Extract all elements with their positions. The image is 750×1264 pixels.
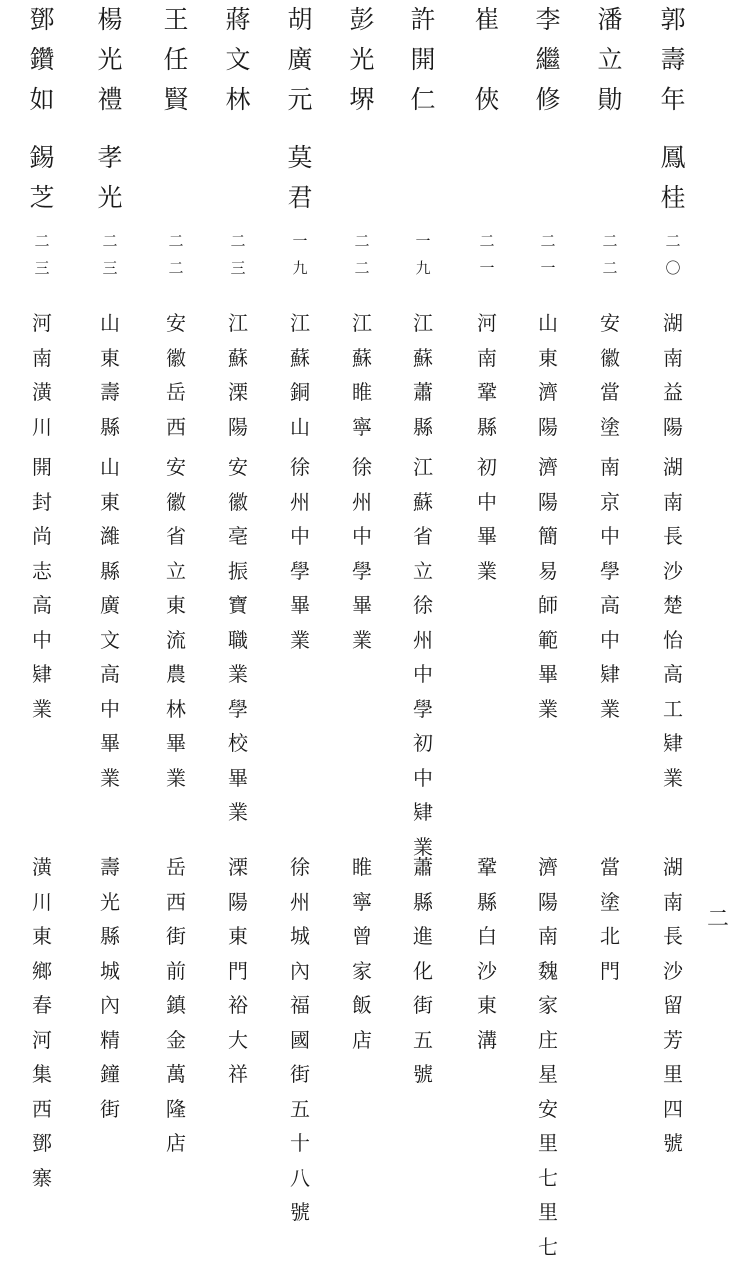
address-cell: 潢 川 東 鄉 春 河 集 西 鄧 寨 <box>32 855 52 1190</box>
origin-cell: 江 蘇 睢 寧 <box>352 311 372 439</box>
address-cell: 徐 州 城 內 福 國 街 五 十 八 號 <box>290 855 310 1224</box>
address-cell: 濟 陽 南 魏 家 庄 星 安 里 七 里 七 <box>538 855 558 1259</box>
age-cell: 二 三 <box>102 232 118 277</box>
alias-cell: 孝 光 <box>97 143 123 212</box>
address-cell: 鞏 縣 白 沙 東 溝 <box>477 855 497 1052</box>
alias-cell: 鳳 桂 <box>660 143 686 212</box>
name-cell: 潘 立 勛 <box>597 5 623 114</box>
name-cell: 王 任 賢 <box>163 5 189 114</box>
school-cell: 江 蘇 省 立 徐 州 中 學 初 中 肄 業 <box>413 455 433 859</box>
age-cell: 二 二 <box>168 232 184 277</box>
school-cell: 湖 南 長 沙 楚 怡 高 工 肄 業 <box>663 455 683 790</box>
school-cell: 山 東 濰 縣 廣 文 高 中 畢 業 <box>100 455 120 790</box>
address-cell: 當 塗 北 門 <box>600 855 620 983</box>
name-cell: 許 開 仁 <box>410 5 436 114</box>
school-cell: 濟 陽 簡 易 師 範 畢 業 <box>538 455 558 721</box>
origin-cell: 安 徽 岳 西 <box>166 311 186 439</box>
address-cell: 岳 西 街 前 鎮 金 萬 隆 店 <box>166 855 186 1155</box>
origin-cell: 湖 南 益 陽 <box>663 311 683 439</box>
name-cell: 蔣 文 林 <box>225 5 251 114</box>
age-cell: 二 一 <box>479 232 495 277</box>
name-cell: 李 繼 修 <box>535 5 561 114</box>
school-cell: 開 封 尚 志 高 中 肄 業 <box>32 455 52 721</box>
school-cell: 徐 州 中 學 畢 業 <box>352 455 372 652</box>
school-cell: 南 京 中 學 高 中 肄 業 <box>600 455 620 721</box>
age-cell: 二 〇 <box>665 232 681 277</box>
age-cell: 一 九 <box>292 232 308 277</box>
origin-cell: 安 徽 當 塗 <box>600 311 620 439</box>
name-cell: 郭 壽 年 <box>660 5 686 114</box>
address-cell: 蕭 縣 進 化 街 五 號 <box>413 855 433 1086</box>
origin-cell: 江 蘇 溧 陽 <box>228 311 248 439</box>
address-cell: 壽 光 縣 城 內 精 鐘 街 <box>100 855 120 1121</box>
address-cell: 湖 南 長 沙 留 芳 里 四 號 <box>663 855 683 1155</box>
school-cell: 徐 州 中 學 畢 業 <box>290 455 310 652</box>
origin-cell: 河 南 鞏 縣 <box>477 311 497 439</box>
name-cell: 楊 光 禮 <box>97 5 123 114</box>
page-number: 二 <box>706 907 729 932</box>
name-cell: 胡 廣 元 <box>287 5 313 114</box>
alias-cell: 錫 芝 <box>29 143 55 212</box>
age-cell: 二 三 <box>34 232 50 277</box>
age-cell: 二 三 <box>230 232 246 277</box>
origin-cell: 山 東 濟 陽 <box>538 311 558 439</box>
school-cell: 初 中 畢 業 <box>477 455 497 583</box>
age-cell: 二 一 <box>540 232 556 277</box>
name-cell: 鄧 鑽 如 <box>29 5 55 114</box>
school-cell: 安 徽 亳 振 寶 職 業 學 校 畢 業 <box>228 455 248 824</box>
name-cell: 彭 光 堺 <box>349 5 375 114</box>
age-cell: 二 二 <box>602 232 618 277</box>
age-cell: 一 九 <box>415 232 431 277</box>
alias-cell: 莫 君 <box>287 143 313 212</box>
school-cell: 安 徽 省 立 東 流 農 林 畢 業 <box>166 455 186 790</box>
origin-cell: 山 東 壽 縣 <box>100 311 120 439</box>
name-cell: 崔 俠 <box>474 5 500 114</box>
age-cell: 二 二 <box>354 232 370 277</box>
origin-cell: 江 蘇 銅 山 <box>290 311 310 439</box>
address-cell: 睢 寧 曾 家 飯 店 <box>352 855 372 1052</box>
origin-cell: 江 蘇 蕭 縣 <box>413 311 433 439</box>
address-cell: 溧 陽 東 門 裕 大 祥 <box>228 855 248 1086</box>
origin-cell: 河 南 潢 川 <box>32 311 52 439</box>
